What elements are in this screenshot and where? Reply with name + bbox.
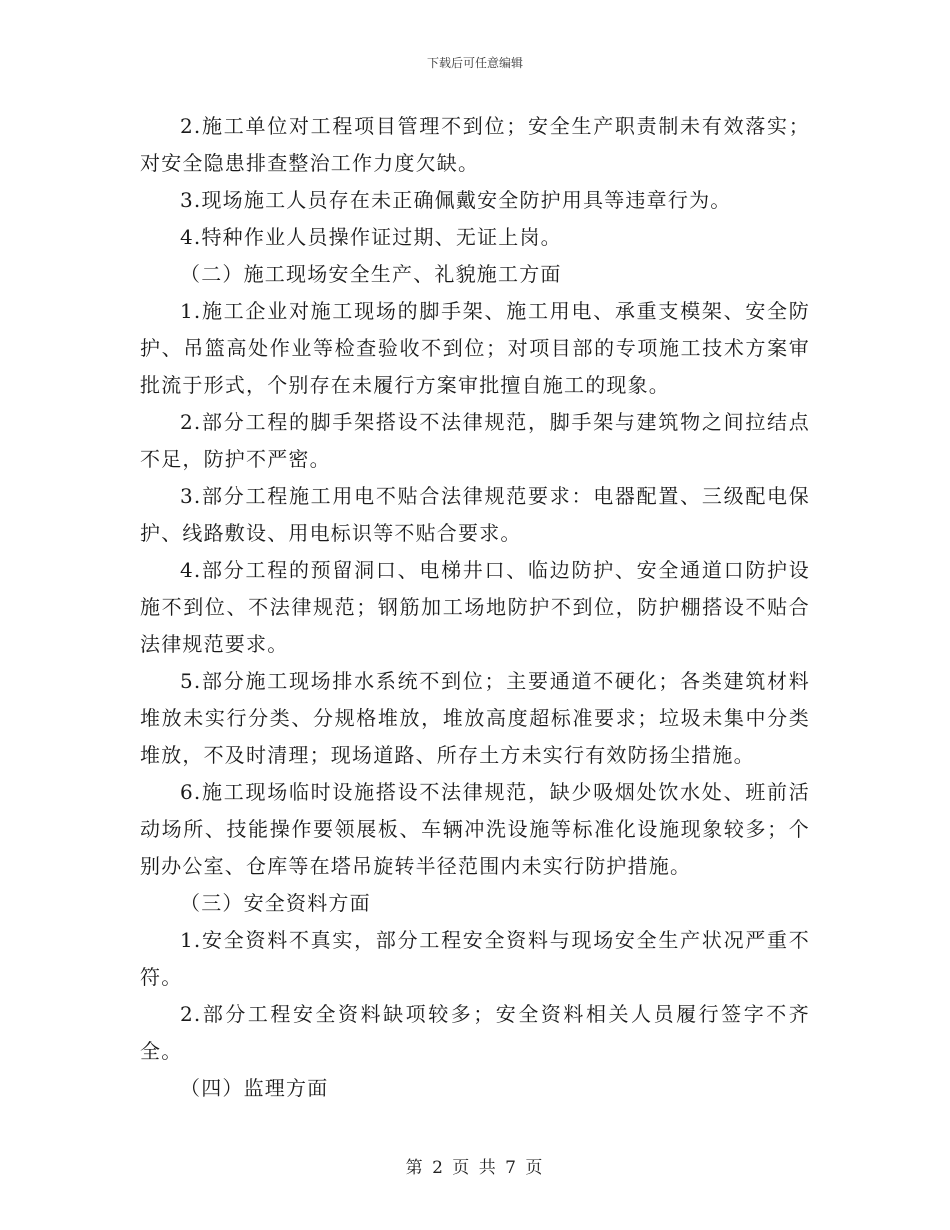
paragraph-site-3: 3.部分工程施工用电不贴合法律规范要求：电器配置、三级配电保护、线路敷设、用电标识等不贴合要求。 <box>140 484 810 545</box>
document-body <box>140 108 810 1107</box>
paragraph-site-6: 6.施工现场临时设施搭设不法律规范，缺少吸烟处饮水处、班前活动场所、技能操作要领展板、车辆冲洗设施等标准化设施现象较多；个别办公室、仓库等在塔吊旋转半径范围内未实行防护措施。 <box>140 780 810 878</box>
paragraph-docs-2: 2.部分工程安全资料缺项较多；安全资料相关人员履行签字不齐全。 <box>140 1002 810 1063</box>
paragraph-item-2: 2.施工单位对工程项目管理不到位；安全生产职责制未有效落实；对安全隐患排查整治工作力度欠缺。 <box>140 114 810 175</box>
page-number: 第 2 页 共 7 页 <box>405 1158 545 1178</box>
paragraph-site-5: 5.部分施工现场排水系统不到位；主要通道不硬化；各类建筑材料堆放未实行分类、分规格堆放，堆放高度超标准要求；垃圾未集中分类堆放，不及时清理；现场道路、所存土方未实行有效防扬尘措施。 <box>140 669 810 767</box>
paragraph-site-4: 4.部分工程的预留洞口、电梯井口、临边防护、安全通道口防护设施不到位、不法律规范；钢筋加工场地防护不到位，防护棚搭设不贴合法律规范要求。 <box>140 558 810 656</box>
section-heading-4: （四）监理方面 <box>180 1076 329 1100</box>
paragraph-site-1: 1.施工企业对施工现场的脚手架、施工用电、承重支模架、安全防护、吊篮高处作业等检查验收不到位；对项目部的专项施工技术方案审批流于形式，个别存在未履行方案审批擅自施工的现象。 <box>140 299 810 397</box>
paragraph-docs-1: 1.安全资料不真实，部分工程安全资料与现场安全生产状况严重不符。 <box>140 928 810 989</box>
paragraph-item-3: 3.现场施工人员存在未正确佩戴安全防护用具等违章行为。 <box>180 188 732 212</box>
section-heading-2: （二）施工现场安全生产、礼貌施工方面 <box>180 262 562 286</box>
paragraph-item-4: 4.特种作业人员操作证过期、无证上岗。 <box>180 225 562 249</box>
page-header: 下载后可任意编辑 <box>426 56 523 70</box>
section-heading-3: （三）安全资料方面 <box>180 891 371 915</box>
paragraph-site-2: 2.部分工程的脚手架搭设不法律规范，脚手架与建筑物之间拉结点不足，防护不严密。 <box>140 410 810 471</box>
